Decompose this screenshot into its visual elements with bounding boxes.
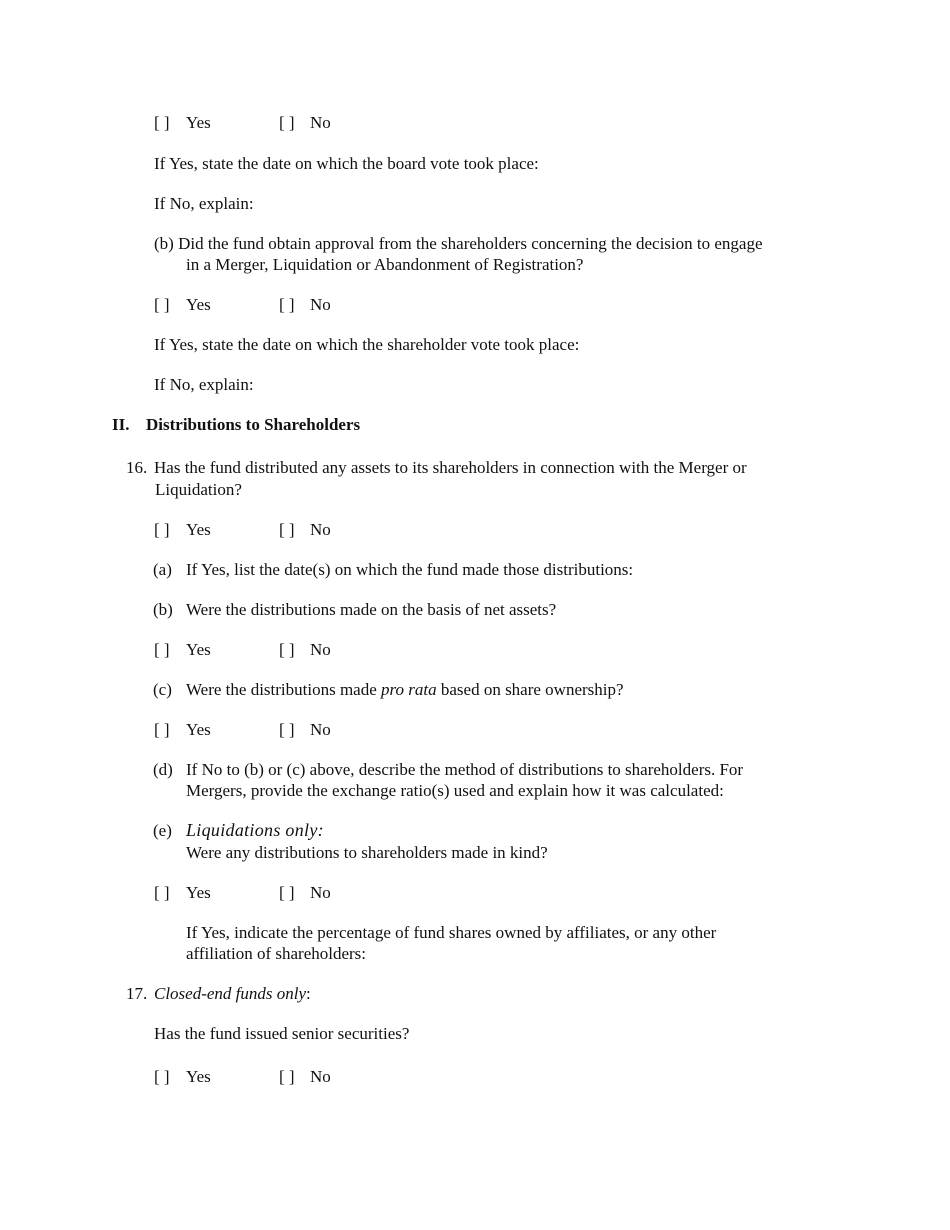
no-label: No [310,113,331,132]
q17-number: 17. [126,984,148,1003]
shareholder-vote-date-prompt: If Yes, state the date on which the shareholder vote took place: [154,335,580,354]
q17-heading-italic: Closed-end funds only [154,984,307,1003]
yes-checkbox[interactable]: [ ] [154,720,170,739]
no-checkbox[interactable]: [ ] [279,295,295,314]
no-checkbox[interactable]: [ ] [279,720,295,739]
q16e-percentage-line1: If Yes, indicate the percentage of fund shares owned by affiliates, or any other [186,923,717,942]
yes-checkbox[interactable]: [ ] [154,640,170,659]
section-number: II. [112,415,130,434]
q16e-heading: Liquidations only: [186,820,324,840]
q16-line2: Liquidation? [155,480,242,499]
q15b-line2: in a Merger, Liquidation or Abandonment of Registration? [186,255,584,274]
q17-heading [154,983,311,1004]
yes-label: Yes [186,520,211,539]
no-label: No [310,883,331,902]
section-title: Distributions to Shareholders [146,415,361,434]
q16c-text-before: Were the distributions made [186,680,382,699]
no-checkbox[interactable]: [ ] [279,883,295,902]
q15b-line1: (b) Did the fund obtain approval from the shareholders concerning the decision to engage [154,234,763,253]
q17-heading-colon: : [306,984,311,1003]
no-checkbox[interactable]: [ ] [279,640,295,659]
no-checkbox[interactable]: [ ] [279,520,295,539]
q16e-label: (e) [153,821,172,840]
q16d-label: (d) [153,760,173,779]
no-label: No [310,295,331,314]
q16-number: 16. [126,458,148,477]
q16b-label: (b) [153,600,173,619]
board-vote-date-prompt: If Yes, state the date on which the board vote took place: [154,154,539,173]
q16b-text: Were the distributions made on the basis of net assets? [186,600,557,619]
q16a-label: (a) [153,560,172,579]
yes-checkbox[interactable]: [ ] [154,113,170,132]
q16a-text: If Yes, list the date(s) on which the fund made those distributions: [186,560,634,579]
yes-checkbox[interactable]: [ ] [154,295,170,314]
yes-label: Yes [186,640,211,659]
yes-label: Yes [186,1067,211,1086]
q16-line1: Has the fund distributed any assets to its shareholders in connection with the Merger or [154,458,747,477]
q16d-line2: Mergers, provide the exchange ratio(s) used and explain how it was calculated: [186,781,724,800]
yes-label: Yes [186,295,211,314]
yes-checkbox[interactable]: [ ] [154,883,170,902]
q16c-label: (c) [153,680,172,699]
q16e-percentage-line2: affiliation of shareholders: [186,944,367,963]
no-label: No [310,520,331,539]
yes-checkbox[interactable]: [ ] [154,520,170,539]
q16c-text [186,679,624,700]
q17-text: Has the fund issued senior securities? [154,1024,410,1043]
yes-label: Yes [186,883,211,902]
q16c-text-italic: pro rata [381,680,437,699]
shareholder-no-explain: If No, explain: [154,375,254,394]
yes-label: Yes [186,720,211,739]
board-no-explain: If No, explain: [154,194,254,213]
yes-checkbox[interactable]: [ ] [154,1067,170,1086]
yes-label: Yes [186,113,211,132]
q16e-text: Were any distributions to shareholders made in kind? [186,843,548,862]
no-checkbox[interactable]: [ ] [279,113,295,132]
no-label: No [310,1067,331,1086]
no-label: No [310,640,331,659]
q16d-line1: If No to (b) or (c) above, describe the method of distributions to shareholders. For [186,760,744,779]
q16c-text-after: based on share ownership? [436,680,624,699]
no-label: No [310,720,331,739]
no-checkbox[interactable]: [ ] [279,1067,295,1086]
